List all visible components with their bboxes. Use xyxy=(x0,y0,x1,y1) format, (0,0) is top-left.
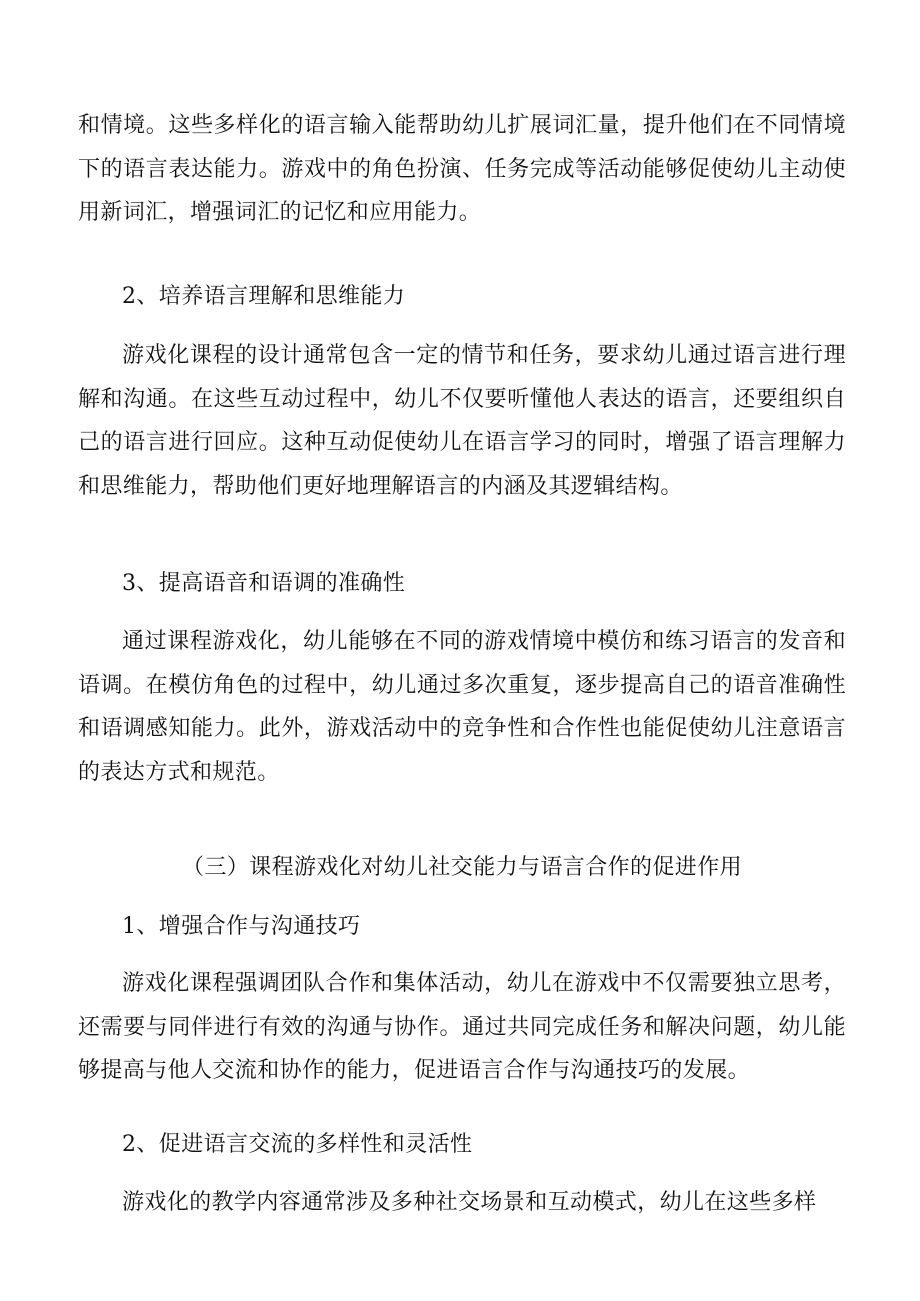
subheading-3: 3、提高语音和语调的准确性 xyxy=(122,571,406,596)
section3-paragraph-2: 游戏化的教学内容通常涉及多种社交场景和互动模式，幼儿在这些多样 xyxy=(122,1190,817,1215)
paragraph-3: 通过课程游戏化，幼儿能够在不同的游戏情境中模仿和练习语言的发音和语调。在模仿角色的过程中，幼儿通过多次重复，逐步提高自己的语音准确性和语调感知能力。此外，游戏活动中的竞争性和合作性也能促使幼儿注意语言的表达方式和规范。 xyxy=(78,629,846,785)
section-heading-3: （三）课程游戏化对幼儿社交能力与语言合作的促进作用 xyxy=(182,855,743,880)
paragraph-intro: 和情境。这些多样化的语言输入能帮助幼儿扩展词汇量，提升他们在不同情境下的语言表达能力。游戏中的角色扮演、任务完成等活动能够促使幼儿主动使用新词汇，增强词汇的记忆和应用能力。 xyxy=(78,113,846,225)
paragraph-2: 游戏化课程的设计通常包含一定的情节和任务，要求幼儿通过语言进行理解和沟通。在这些互动过程中，幼儿不仅要听懂他人表达的语言，还要组织自己的语言进行回应。这种互动促使幼儿在语言学习的同时，增强了语言理解力和思维能力，帮助他们更好地理解语言的内涵及其逻辑结构。 xyxy=(78,343,846,499)
section3-paragraph-1: 游戏化课程强调团队合作和集体活动，幼儿在游戏中不仅需要独立思考，还需要与同伴进行有效的沟通与协作。通过共同完成任务和解决问题，幼儿能够提高与他人交流和协作的能力，促进语言合作与沟通技巧的发展。 xyxy=(78,971,846,1083)
section3-subheading-1: 1、增强合作与沟通技巧 xyxy=(122,914,361,939)
subheading-2: 2、培养语言理解和思维能力 xyxy=(122,284,406,309)
section3-subheading-2: 2、促进语言交流的多样性和灵活性 xyxy=(122,1132,473,1157)
